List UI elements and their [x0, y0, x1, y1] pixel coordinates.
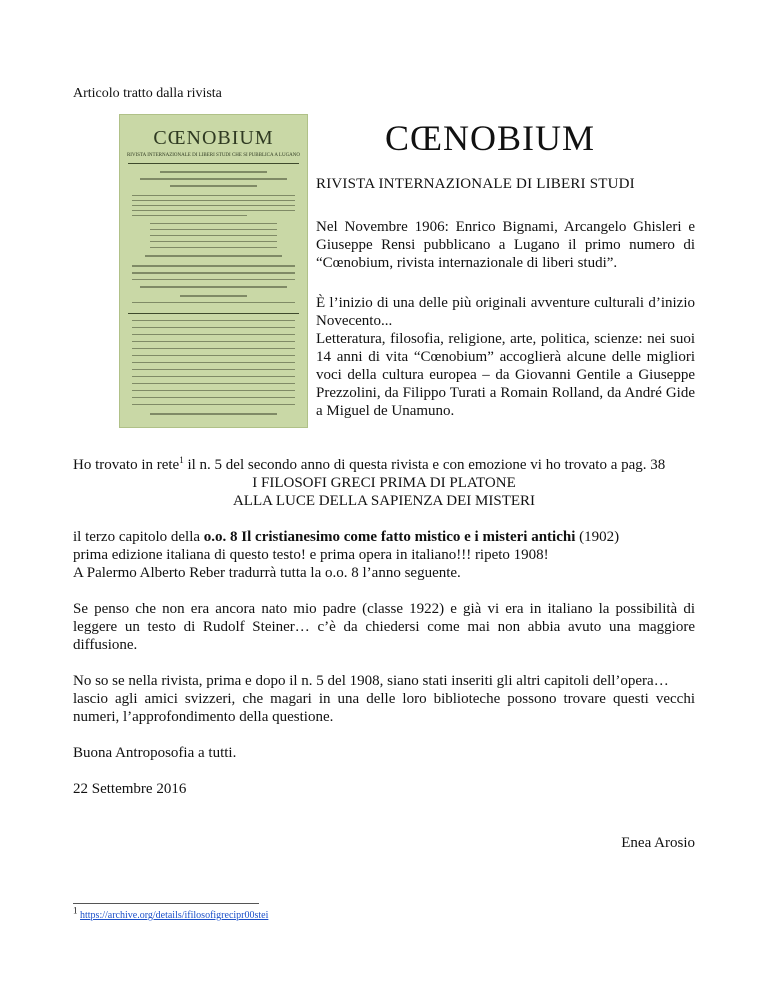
chapter-paragraph: il terzo capitolo della o.o. 8 Il cristianesimo come fatto mistico e i misteri antichi (1902) — [73, 529, 620, 545]
found-paragraph: Ho trovato in rete$^1$ il n. 5 del secondo anno di questa rivista e con emozione vi ho trovato a pag. 38 — [73, 455, 666, 473]
magazine-title: CŒNOBIUM — [385, 118, 596, 158]
cover-title: CŒNOBIUM — [153, 127, 274, 149]
description-line-1: È l’inizio di una delle più originali avventure culturali d’inizio Novecento... — [316, 295, 695, 329]
description-line-2: Letteratura, filosofia, religione, arte, politica, scienze: nei suoi 14 anni di vita “Cœnobium” accoglierà alcune delle migliori voci della cultura europea – da Giovanni Gentile a Giuseppe Prezzolini, da Filippo Turati a Romain Rolland, da André Gide a Miguel de Unamuno. — [316, 331, 695, 419]
intro-text: Articolo tratto dalla rivista — [73, 86, 222, 101]
footnote-link[interactable]: https://archive.org/details/ifilosofigrecipr00stei — [80, 910, 269, 921]
footnote-ref[interactable]: 1 — [179, 455, 184, 465]
father-paragraph: Se penso che non era ancora nato mio padre (classe 1922) e già vi era in italiano la possibilità di leggere un testo di Rudolf Steiner… c’è da chiedersi come mai non abbia avuto una maggiore diffusione. — [73, 601, 695, 653]
article-body — [73, 456, 695, 798]
description-paragraph — [316, 294, 695, 420]
chapter-title-line-2: ALLA LUCE DELLA SAPIENZA DEI MISTERI — [232, 493, 536, 509]
unknown-paragraph: No so se nella rivista, prima e dopo il n. 5 del 1908, siano stati inseriti gli altri capitoli dell’opera… — [73, 673, 669, 689]
history-paragraph: Nel Novembre 1906: Enrico Bignami, Arcangelo Ghisleri e Giuseppe Rensi pubblicano a Lugano il primo numero di “Cœnobium, rivista internazionale di liberi studi”. — [316, 219, 695, 271]
cover-subtitle: RIVISTA INTERNAZIONALE DI LIBERI STUDI CHE SI PUBBLICA A LUGANO — [126, 153, 301, 158]
chapter-title-line-1: I FILOSOFI GRECI PRIMA DI PLATONE — [252, 475, 516, 491]
footnote-divider — [73, 903, 259, 904]
footnote-number: 1 — [73, 905, 78, 916]
magazine-subtitle: RIVISTA INTERNAZIONALE DI LIBERI STUDI — [316, 176, 635, 192]
palermo-note: A Palermo Alberto Reber tradurrà tutta la o.o. 8 l’anno seguente. — [73, 565, 461, 581]
edition-note: prima edizione italiana di questo testo! e prima opera in italiano!!! ripeto 1908! — [73, 547, 549, 563]
greeting: Buona Antroposofia a tutti. — [73, 745, 237, 761]
magazine-cover-image — [119, 114, 308, 428]
footnote — [73, 905, 269, 921]
work-title: o.o. 8 Il cristianesimo come fatto mistico e i misteri antichi — [203, 529, 576, 545]
author-name: Enea Arosio — [621, 835, 695, 851]
friends-paragraph: lascio agli amici svizzeri, che magari in una delle loro biblioteche possono trovare questi vecchi numeri, l’approfondimento della questione. — [73, 691, 695, 725]
date: 22 Settembre 2016 — [73, 781, 187, 797]
